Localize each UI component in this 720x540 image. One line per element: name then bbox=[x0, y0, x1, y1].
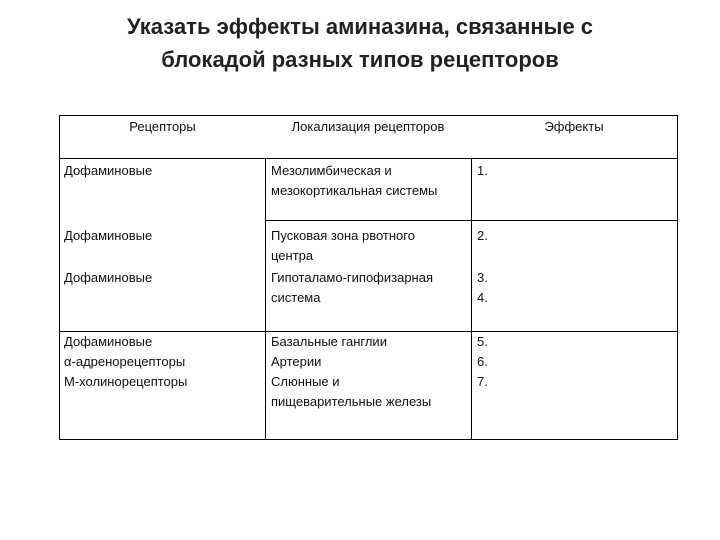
column-divider bbox=[471, 158, 472, 439]
header-receptors-label: Рецепторы bbox=[129, 119, 196, 134]
row-4-receptors bbox=[64, 332, 262, 392]
header-effects-label: Эффекты bbox=[544, 119, 604, 134]
row-4-effects bbox=[477, 332, 667, 392]
row-1-effect: 1. bbox=[477, 163, 488, 178]
row-3-effect: 3. bbox=[477, 270, 488, 285]
row-1-localization bbox=[271, 161, 467, 201]
row-3-receptors bbox=[64, 268, 262, 288]
row-4-localization-line: Базальные ганглии bbox=[271, 334, 387, 349]
row-2-receptors bbox=[64, 226, 262, 246]
slide-title bbox=[0, 10, 720, 76]
header-receptors bbox=[60, 116, 265, 158]
row-3-effects bbox=[477, 268, 667, 308]
column-divider bbox=[265, 158, 266, 439]
row-4-localization-line: пищеварительные железы bbox=[271, 394, 432, 409]
row-3-localization bbox=[271, 268, 467, 308]
row-2-effect: 2. bbox=[477, 228, 488, 243]
row-4-receptor: α-адренорецепторы bbox=[64, 354, 186, 369]
header-localization-label: Локализация рецепторов bbox=[291, 119, 445, 134]
receptor-effects-table bbox=[59, 115, 678, 440]
row-2-receptor: Дофаминовые bbox=[64, 228, 153, 243]
row-2-localization bbox=[271, 226, 467, 266]
row-4-effect: 7. bbox=[477, 374, 488, 389]
row-1-localization-line: мезокортикальная системы bbox=[271, 183, 438, 198]
row-2-localization-line: Пусковая зона рвотного bbox=[271, 228, 415, 243]
row-4-receptor: М-холинорецепторы bbox=[64, 374, 188, 389]
row-4-localization-line: Слюнные и bbox=[271, 374, 340, 389]
row-divider bbox=[60, 158, 677, 159]
header-localization bbox=[265, 116, 471, 158]
row-2-localization-line: центра bbox=[271, 248, 314, 263]
row-3-localization-line: Гипоталамо-гипофизарная bbox=[271, 270, 434, 285]
row-1-receptor: Дофаминовые bbox=[64, 163, 153, 178]
row-4-effect: 6. bbox=[477, 354, 488, 369]
row-1-localization-line: Мезолимбическая и bbox=[271, 163, 392, 178]
row-4-effect: 5. bbox=[477, 334, 488, 349]
title-line-2: блокадой разных типов рецепторов bbox=[161, 47, 559, 72]
row-1-receptors bbox=[64, 161, 262, 181]
row-1-effects bbox=[477, 161, 667, 181]
row-2-effects bbox=[477, 226, 667, 246]
row-4-receptor: Дофаминовые bbox=[64, 334, 153, 349]
row-3-effect: 4. bbox=[477, 290, 488, 305]
row-3-receptor: Дофаминовые bbox=[64, 270, 153, 285]
row-divider bbox=[265, 220, 677, 221]
row-3-localization-line: система bbox=[271, 290, 321, 305]
row-4-localization bbox=[271, 332, 467, 412]
title-line-1: Указать эффекты аминазина, связанные с bbox=[126, 14, 594, 39]
header-effects bbox=[471, 116, 677, 158]
row-4-localization-line: Артерии bbox=[271, 354, 322, 369]
